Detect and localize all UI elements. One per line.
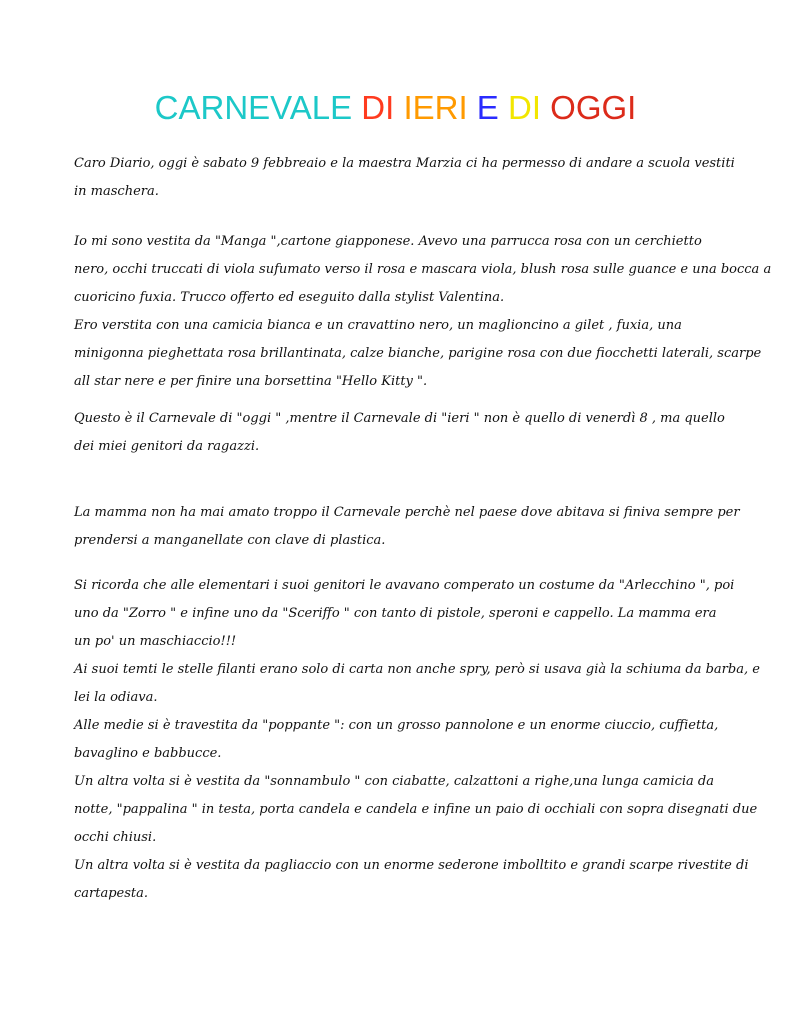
text-line: uno da "Zorro " e infine uno da "Sceriffo " con tanto di pistole, speroni e cappello. La mamma era xyxy=(74,606,717,621)
text-line: Questo è il Carnevale di "oggi " ,mentre il Carnevale di "ieri " non è quello di venerdì 8 , ma quello xyxy=(74,411,725,426)
title-word-ieri: IERI xyxy=(403,89,477,126)
text-line: cuoricino fuxia. Trucco offerto ed eseguito dalla stylist Valentina. xyxy=(74,290,505,305)
paragraph-costume-oggi xyxy=(74,228,772,396)
text-line: nero, occhi truccati di viola sufumato verso il rosa e mascara viola, blush rosa sulle guance e una bocca a xyxy=(74,262,772,277)
text-line: bavaglino e babbucce. xyxy=(74,746,222,761)
text-line: Un altra volta si è vestita da "sonnambulo " con ciabatte, calzattoni a righe,una lunga camicia da xyxy=(74,774,714,789)
paragraph-intro xyxy=(74,150,735,206)
title-word-di: DI xyxy=(361,89,404,126)
text-line: occhi chiusi. xyxy=(74,830,157,845)
text-line: all star nere e per finire una borsettina "Hello Kitty ". xyxy=(74,374,428,389)
text-line: lei la odiava. xyxy=(74,690,158,705)
text-line: cartapesta. xyxy=(74,886,149,901)
paragraph-ricordi xyxy=(74,572,760,908)
text-line: Un altra volta si è vestita da pagliaccio con un enorme sederone imbolltito e grandi scarpe rivestite di xyxy=(74,858,749,873)
text-line: prendersi a manganellate con clave di plastica. xyxy=(74,533,386,548)
text-line: Caro Diario, oggi è sabato 9 febbreaio e la maestra Marzia ci ha permesso di andare a scuola vestiti xyxy=(74,156,735,171)
title-word-carnevale: CARNEVALE xyxy=(154,89,362,126)
title-word-di-2: DI xyxy=(507,89,551,126)
text-line: Io mi sono vestita da "Manga ",cartone giapponese. Avevo una parrucca rosa con un cerchietto xyxy=(74,234,702,249)
text-line: La mamma non ha mai amato troppo il Carnevale perchè nel paese dove abitava si finiva sempre per xyxy=(74,505,740,520)
text-line: Ero verstita con una camicia bianca e un cravattino nero, un maglioncino a gilet , fuxia, una xyxy=(74,318,682,333)
paragraph-mamma xyxy=(74,499,740,555)
title-word-oggi: OGGI xyxy=(550,89,637,126)
text-line: Alle medie si è travestita da "poppante ": con un grosso pannolone e un enorme ciuccio, cuffietta, xyxy=(74,718,719,733)
title-word-e: E xyxy=(476,89,508,126)
paragraph-oggi-ieri xyxy=(74,405,724,461)
text-line: un po' un maschiaccio!!! xyxy=(74,634,237,649)
text-line: Si ricorda che alle elementari i suoi genitori le avavano comperato un costume da "Arlecchino ", poi xyxy=(74,578,735,593)
text-line: Ai suoi temti le stelle filanti erano solo di carta non anche spry, però si usava già la schiuma da barba, e xyxy=(74,662,760,677)
text-line: minigonna pieghettata rosa brillantinata, calze bianche, parigine rosa con due fiocchetti laterali, scarpe xyxy=(74,346,762,361)
text-line: notte, "pappalina " in testa, porta candela e candela e infine un paio di occhiali con sopra disegnati due xyxy=(74,802,758,817)
text-line: in maschera. xyxy=(74,184,159,199)
page-title xyxy=(0,88,791,128)
text-line: dei miei genitori da ragazzi. xyxy=(74,439,260,454)
